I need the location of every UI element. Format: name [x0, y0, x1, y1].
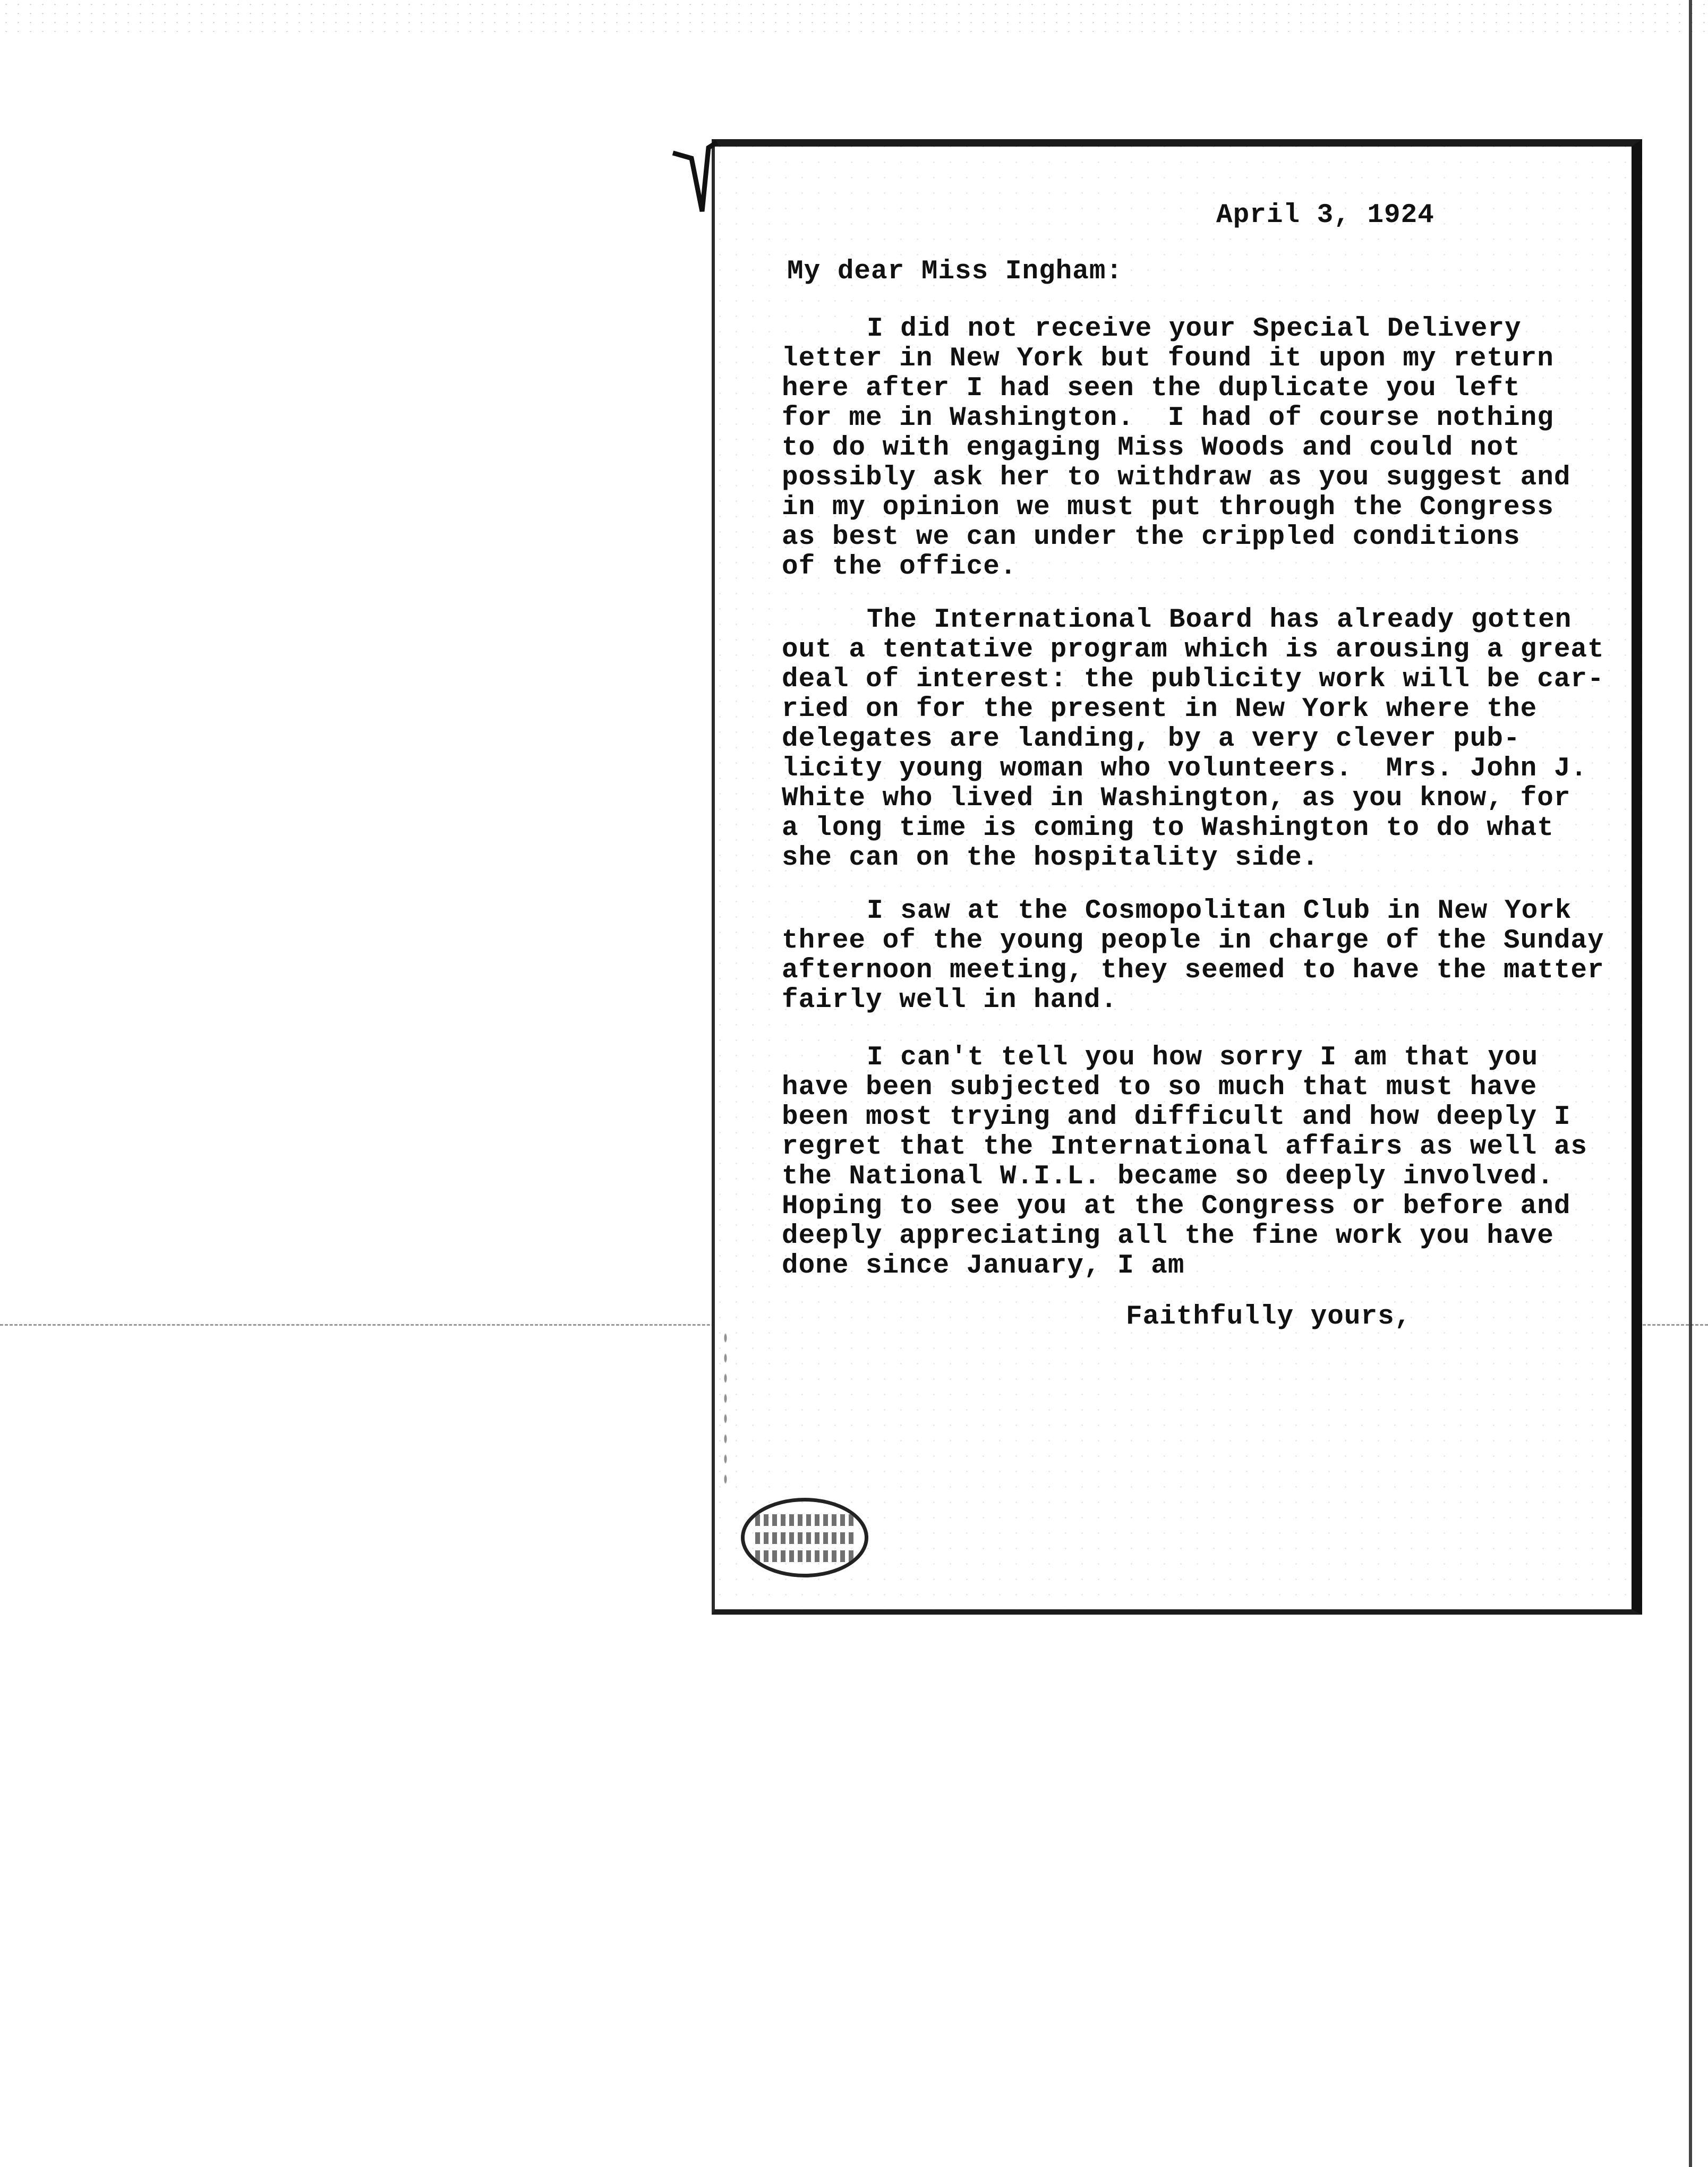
paragraph-line: letter in New York but found it upon my return — [782, 344, 1554, 374]
paragraph-line: for me in Washington. I had of course nothing — [782, 403, 1554, 433]
paragraph-line: fairly well in hand. — [782, 985, 1118, 1016]
paragraph-line: she can on the hospitality side. — [782, 843, 1319, 873]
letter-closing: Faithfully yours, — [1126, 1302, 1412, 1332]
letter-paragraph — [782, 605, 1663, 873]
stamp-band — [755, 1532, 854, 1544]
paragraph-line: I saw at the Cosmopolitan Club in New York — [867, 896, 1572, 926]
paragraph-line: White who lived in Washington, as you know, for — [782, 783, 1571, 814]
letter-paragraph — [782, 897, 1663, 1016]
stamp-band — [755, 1514, 854, 1526]
paragraph-line: afternoon meeting, they seemed to have the matter — [782, 955, 1604, 986]
paragraph-line: to do with engaging Miss Woods and could not — [782, 433, 1521, 463]
paragraph-line: regret that the International affairs as well as — [782, 1132, 1588, 1162]
paragraph-line: out a tentative program which is arousing a great — [782, 635, 1604, 665]
stamp-band — [755, 1550, 854, 1562]
letter-paragraph — [782, 314, 1663, 582]
paragraph-line: of the office. — [782, 552, 1017, 582]
scan-edge — [1689, 0, 1692, 2167]
paragraph-line: licity young woman who volunteers. Mrs. John J. — [782, 754, 1588, 784]
paragraph-line: in my opinion we must put through the Congress — [782, 492, 1554, 523]
paragraph-line: been most trying and difficult and how deeply I — [782, 1102, 1571, 1132]
paragraph-line: here after I had seen the duplicate you left — [782, 373, 1521, 404]
letter-salutation: My dear Miss Ingham: — [787, 257, 1123, 287]
paragraph-line: deeply appreciating all the fine work you have — [782, 1221, 1554, 1251]
paragraph-line: delegates are landing, by a very clever pub- — [782, 724, 1521, 754]
paragraph-line: ried on for the present in New York where the — [782, 694, 1538, 724]
paragraph-line: possibly ask her to withdraw as you suggest and — [782, 463, 1571, 493]
paragraph-line: The International Board has already gotten — [867, 605, 1572, 635]
letter-date: April 3, 1924 — [1216, 200, 1434, 231]
paragraph-line: three of the young people in charge of the Sunday — [782, 926, 1604, 956]
margin-dots — [722, 1328, 729, 1487]
letter-paragraph — [782, 1043, 1663, 1281]
corner-tick-mark — [670, 137, 718, 217]
paragraph-line: I can't tell you how sorry I am that you — [867, 1043, 1539, 1073]
paragraph-line: Hoping to see you at the Congress or before and — [782, 1191, 1571, 1222]
paragraph-line: done since January, I am — [782, 1251, 1185, 1281]
paragraph-line: have been subjected to so much that must have — [782, 1072, 1538, 1103]
archive-stamp — [741, 1498, 868, 1577]
paragraph-line: deal of interest: the publicity work will be car- — [782, 664, 1604, 695]
scan-speckle — [0, 0, 1708, 32]
paragraph-line: I did not receive your Special Delivery — [867, 314, 1522, 344]
paragraph-line: a long time is coming to Washington to do what — [782, 813, 1554, 843]
paragraph-line: the National W.I.L. became so deeply involved. — [782, 1162, 1554, 1192]
paragraph-line: as best we can under the crippled conditions — [782, 522, 1521, 552]
